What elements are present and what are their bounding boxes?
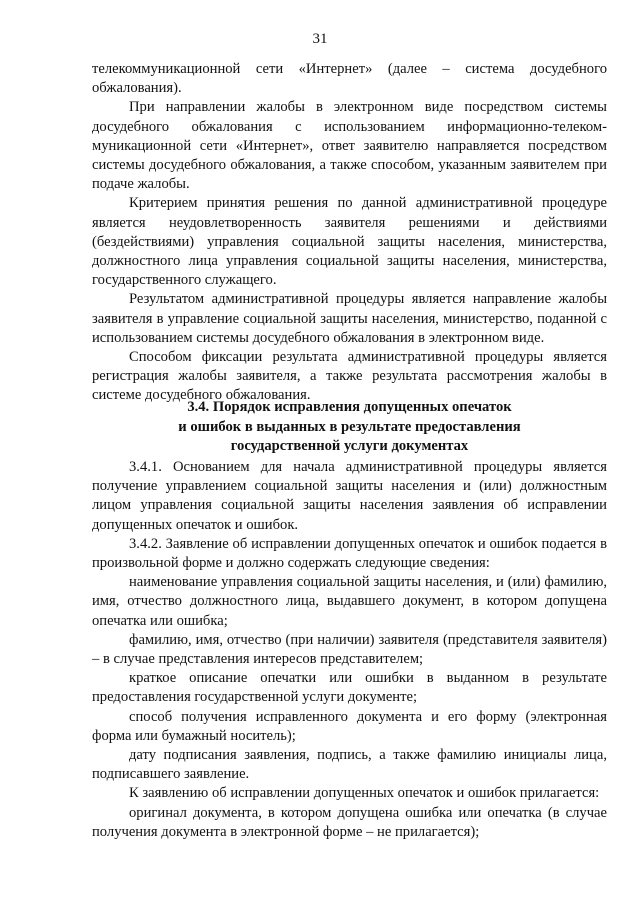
section-heading-line: и ошибок в выданных в результате предоставления <box>178 418 521 435</box>
paragraph-electronic-answer: При направлении жалобы в электронном виде посредством системы досудебного обжалования с использованием информационно-телеком-муникационной сети «Интернет», ответ заявителю направляется посредством системы досудебного обжалования, а также способом, указанным заявителем при подаче жалобы. <box>92 99 607 193</box>
paragraph-basis: 3.4.1. Основанием для начала административной процедуры является получение управлением социальной защиты населения и (или) должностным лицом управления социальной защиты населения заявления об исправлении допущенных опечаток и ошибок. <box>92 459 607 533</box>
page-number: 31 <box>312 31 328 47</box>
intro-text-block <box>92 60 607 406</box>
section-heading <box>92 398 607 457</box>
list-item-authority-name: наименование управления социальной защиты населения, и (или) фамилию, имя, отчество должностного лица, выдавшего документ, в котором допущена опечатка или ошибка; <box>92 574 607 629</box>
paragraph-result-fixation: Способом фиксации результата административной процедуры является регистрация жалобы заявителя, а также результата рассмотрения жалобы в системе досудебного обжалования. <box>92 349 607 404</box>
section-heading-line: 3.4. Порядок исправления допущенных опечаток <box>187 399 512 415</box>
list-item-error-description: краткое описание опечатки или ошибки в выданном в результате предоставления государственной услуги документе; <box>92 670 607 706</box>
list-item-original-document: оригинал документа, в котором допущена ошибка или опечатка (в случае получения документа в электронной форме – не прилагается); <box>92 804 607 840</box>
paragraph-decision-criterion: Критерием принятия решения по данной административной процедуре является неудовлетворенность заявителя решениями и действиями (бездействиями) управления социальной защиты населения, министерства, должностного лица управления социальной защиты населения, министерства, государственного служащего. <box>92 195 607 289</box>
list-item-applicant-name: фамилию, имя, отчество (при наличии) заявителя (представителя заявителя) – в случае представления интересов представителем; <box>92 631 607 668</box>
paragraph-application-form: 3.4.2. Заявление об исправлении допущенных опечаток и ошибок подается в произвольной форме и должно содержать следующие сведения: <box>92 535 607 572</box>
paragraph-procedure-result: Результатом административной процедуры является направление жалобы заявителя в управление социальной защиты населения, министерство, поданной с использованием системы досудебного обжалования в электронном виде. <box>92 291 607 346</box>
list-item-signature-date: дату подписания заявления, подпись, а также фамилию инициалы лица, подписавшего заявление. <box>92 747 607 783</box>
section-heading-line: государственной услуги документах <box>230 438 469 454</box>
list-item-delivery-method: способ получения исправленного документа и его форму (электронная форма или бумажный носитель); <box>92 708 607 744</box>
paragraph-continuation: телекоммуникационной сети «Интернет» (далее – система досудебного обжалования). <box>92 61 607 97</box>
section-body-block <box>92 458 607 842</box>
paragraph-attachments: К заявлению об исправлении допущенных опечаток и ошибок прилагается: <box>129 785 600 802</box>
